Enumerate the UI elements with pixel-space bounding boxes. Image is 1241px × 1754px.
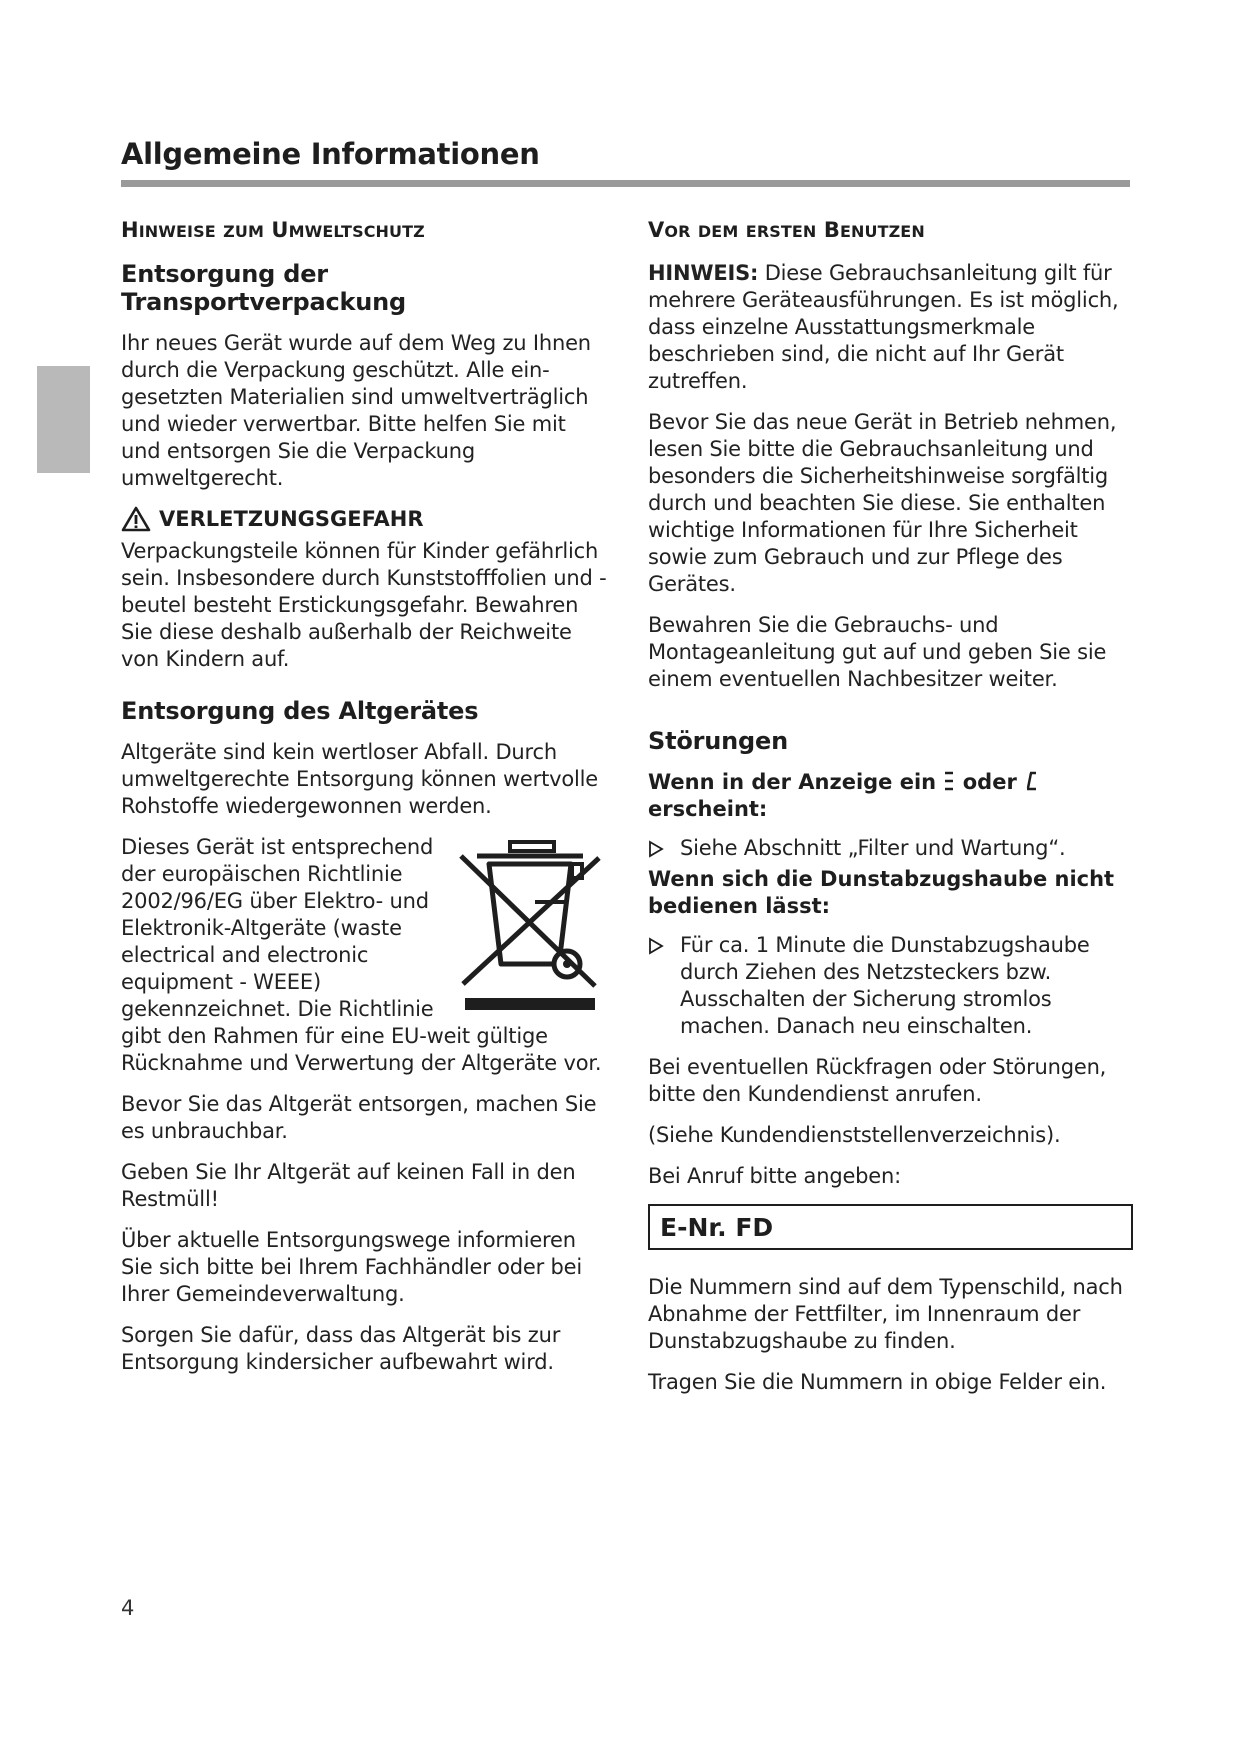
no-operate-step-text: Für ca. 1 Minute die Dunstabzugshaube durch Ziehen des Netzsteckers bzw. Ausschalten der Sicherung stromlos machen. Danach neu einschalten.	[680, 933, 1090, 1038]
weee-section	[121, 834, 611, 1077]
left-column	[121, 218, 611, 1390]
right-column	[648, 218, 1136, 1410]
hinweis-paragraph	[648, 260, 1136, 395]
transport-packaging-text: Ihr neues Gerät wurde auf dem Weg zu Ihnen durch die Verpackung geschützt. Alle eingesetzten Materialien sind umweltverträglich und wieder verwertbar. Bitte helfen Sie mit und entsorgen Sie die Verpackung umweltgerecht.	[121, 331, 591, 490]
display-fault-question	[648, 769, 1136, 823]
display-fault-question-suffix: erscheint:	[648, 797, 768, 821]
before-use-text: Bevor Sie das neue Gerät in Betrieb nehmen, lesen Sie bitte die Gebrauchsanleitung und besonders die Sicherheitshinweise sorgfältig durch und beachten Sie diese. Sie enthalten wichtige Informationen für Ihre Sicherheit sowie zum Gebrauch und zur Pflege des Gerätes.	[648, 410, 1117, 596]
section-heading-environment: HINWEISE ZUM UMWELTSCHUTZ	[121, 218, 425, 242]
keep-manual-text: Bewahren Sie die Gebrauchs- und Montageanleitung gut auf und geben Sie sie einem eventuellen Nachbesitzer weiter.	[648, 613, 1107, 691]
questions-text: Bei eventuellen Rückfragen oder Störungen, bitte den Kundendienst anrufen.	[648, 1055, 1107, 1106]
make-unusable-text: Bevor Sie das Altgerät entsorgen, machen Sie es unbrauchbar.	[121, 1092, 597, 1143]
e-nr-fd-label: E-Nr. FD	[660, 1212, 774, 1242]
old-device-intro: Altgeräte sind kein wertloser Abfall. Durch umweltgerechte Entsorgung können wertvolle Rohstoffe wiedergewonnen werden.	[121, 740, 598, 818]
title-divider	[121, 180, 1130, 187]
display-fault-question-mid: oder	[962, 770, 1017, 794]
no-residual-waste-text: Geben Sie Ihr Altgerät auf keinen Fall in den Restmüll!	[121, 1160, 576, 1211]
warning-label: VERLETZUNGSGEFAHR	[159, 507, 424, 531]
directory-text: (Siehe Kundendienststellenverzeichnis).	[648, 1123, 1061, 1147]
hinweis-label: HINWEIS:	[648, 261, 759, 285]
display-fault-question-prefix: Wenn in der Anzeige ein	[648, 770, 937, 794]
display-fault-step-text: Siehe Abschnitt „Filter und Wartung“.	[680, 836, 1066, 860]
crossed-out-wheelie-bin-icon	[455, 836, 605, 1014]
call-text: Bei Anruf bitte angeben:	[648, 1164, 902, 1188]
display-fault-step	[648, 835, 1136, 862]
step-arrow-icon	[648, 835, 670, 862]
warning-text: Verpackungsteile können für Kinder gefährlich sein. Insbesondere durch Kunststofffolien und -beutel besteht Erstickungsgefahr. Bewahren Sie diese deshalb außerhalb der Reichweite von Kindern auf.	[121, 539, 607, 671]
warning-heading	[121, 506, 611, 532]
chapter-tab-marker	[37, 366, 90, 473]
display-code-e-icon	[943, 770, 955, 792]
disposal-info-text: Über aktuelle Entsorgungswege informieren Sie sich bitte bei Ihrem Fachhändler oder bei Ihrer Gemeindeverwaltung.	[121, 1228, 583, 1306]
section-heading-before-first-use: VOR DEM ERSTEN BENUTZEN	[648, 218, 925, 242]
child-safe-storage-text: Sorgen Sie dafür, dass das Altgerät bis zur Entsorgung kindersicher aufbewahrt wird.	[121, 1323, 561, 1374]
hinweis-text: Diese Gebrauchsanleitung gilt für mehrere Geräteausführungen. Es ist möglich, dass einzelne Ausstattungsmerkmale beschrieben sind, die nicht auf Ihr Gerät zutreffen.	[648, 261, 1119, 393]
no-operate-question: Wenn sich die Dunstabzugshaube nicht bedienen lässt:	[648, 867, 1115, 918]
heading-transport-packaging: Entsorgung der Transportverpackung	[121, 260, 406, 316]
warning-triangle-icon	[121, 506, 151, 532]
heading-old-device-disposal: Entsorgung des Altgerätes	[121, 697, 479, 725]
display-code-f-icon	[1024, 770, 1038, 792]
page-number: 4	[121, 1596, 135, 1620]
step-arrow-icon	[648, 932, 670, 1040]
numbers-location-text: Die Nummern sind auf dem Typenschild, nach Abnahme der Fettfilter, im Innenraum der Dunstabzugshaube zu finden.	[648, 1275, 1123, 1353]
enter-numbers-text: Tragen Sie die Nummern in obige Felder ein.	[648, 1370, 1107, 1394]
heading-faults: Störungen	[648, 727, 788, 755]
page-title: Allgemeine Informationen	[121, 137, 540, 171]
e-nr-fd-field-box	[648, 1204, 1133, 1250]
weee-directive-text: Dieses Gerät ist entsprechend der europäischen Richtlinie 2002/96/EG über Elektro- und Elektronik-Altgeräte (waste electrical and electronic equipment - WEEE) gekennzeichnet. Die Richtlinie gibt den Rahmen für eine EU-weit gültige Rücknahme und Verwertung der Altgeräte vor.	[121, 835, 602, 1075]
no-operate-step	[648, 932, 1136, 1040]
